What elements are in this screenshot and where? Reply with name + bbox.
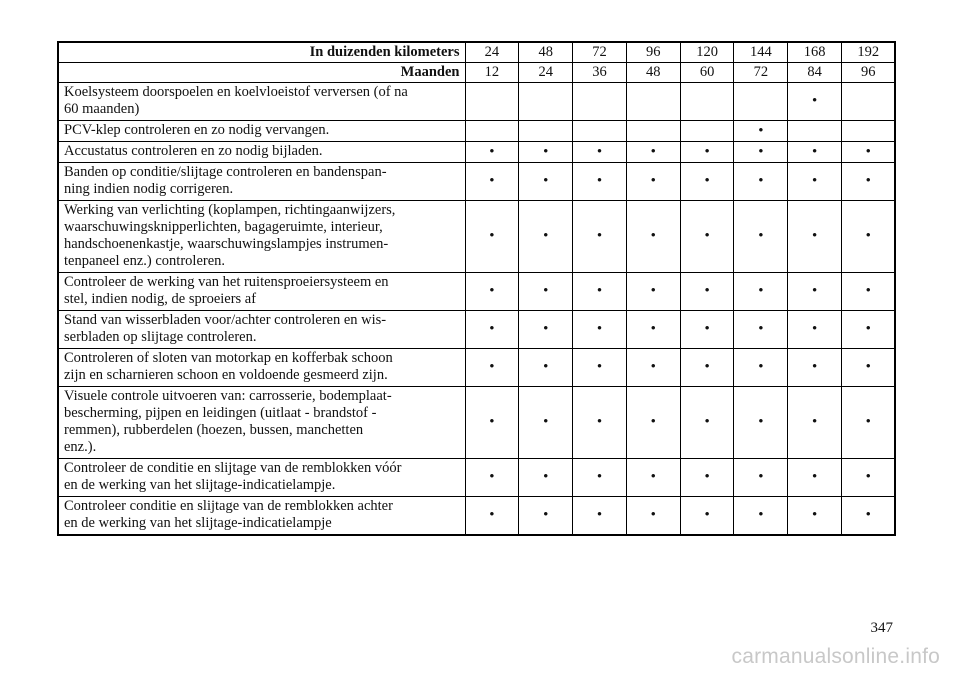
scheduled-dot: • [465, 497, 519, 536]
task-description-line: Accustatus controleren en zo nodig bijladen. [64, 143, 323, 159]
empty-cell [734, 83, 788, 121]
km-header-cell: 72 [573, 42, 627, 63]
empty-cell [680, 83, 734, 121]
scheduled-dot: • [788, 497, 842, 536]
table-row [58, 83, 895, 121]
task-description [58, 459, 465, 497]
months-header-cell: 72 [734, 63, 788, 83]
months-header-cell: 48 [626, 63, 680, 83]
scheduled-dot: • [734, 201, 788, 273]
table-row [58, 497, 895, 536]
scheduled-dot: • [573, 349, 627, 387]
task-description-line: enz.). [64, 439, 97, 455]
scheduled-dot: • [734, 142, 788, 163]
scheduled-dot: • [680, 142, 734, 163]
scheduled-dot: • [626, 349, 680, 387]
scheduled-dot: • [519, 311, 573, 349]
scheduled-dot: • [842, 163, 896, 201]
table-row [58, 387, 895, 459]
scheduled-dot: • [680, 349, 734, 387]
months-header-cell: 60 [680, 63, 734, 83]
scheduled-dot: • [842, 201, 896, 273]
task-description [58, 273, 465, 311]
scheduled-dot: • [788, 163, 842, 201]
task-description-line: zijn en scharnieren schoon en voldoende gesmeerd zijn. [64, 367, 388, 383]
months-header-cell: 84 [788, 63, 842, 83]
table-row [58, 201, 895, 273]
scheduled-dot: • [842, 349, 896, 387]
scheduled-dot: • [842, 273, 896, 311]
task-description-line: Stand van wisserbladen voor/achter controleren en wis- [64, 312, 387, 328]
months-header-cell: 12 [465, 63, 519, 83]
scheduled-dot: • [842, 387, 896, 459]
scheduled-dot: • [519, 349, 573, 387]
scheduled-dot: • [465, 387, 519, 459]
scheduled-dot: • [680, 273, 734, 311]
kilometers-label: In duizenden kilometers [58, 42, 465, 63]
scheduled-dot: • [465, 142, 519, 163]
table-row [58, 142, 895, 163]
scheduled-dot: • [788, 459, 842, 497]
empty-cell [626, 121, 680, 142]
task-description [58, 121, 465, 142]
scheduled-dot: • [519, 273, 573, 311]
months-header-cell: 36 [573, 63, 627, 83]
scheduled-dot: • [734, 163, 788, 201]
scheduled-dot: • [519, 497, 573, 536]
task-description [58, 349, 465, 387]
task-description-line: Visuele controle uitvoeren van: carrosserie, bodemplaat- [64, 388, 392, 404]
scheduled-dot: • [842, 311, 896, 349]
empty-cell [519, 121, 573, 142]
task-description-line: Controleer conditie en slijtage van de remblokken achter [64, 498, 393, 514]
task-description-line: waarschuwingsknipperlichten, bagageruimte, interieur, [64, 219, 383, 235]
table-row [58, 311, 895, 349]
km-header-cell: 96 [626, 42, 680, 63]
scheduled-dot: • [734, 459, 788, 497]
table-row [58, 349, 895, 387]
scheduled-dot: • [680, 163, 734, 201]
header-row-months [58, 63, 895, 83]
km-header-cell: 48 [519, 42, 573, 63]
scheduled-dot: • [788, 273, 842, 311]
task-description [58, 142, 465, 163]
scheduled-dot: • [465, 201, 519, 273]
table-row [58, 121, 895, 142]
scheduled-dot: • [734, 387, 788, 459]
scheduled-dot: • [734, 273, 788, 311]
maintenance-schedule-table [57, 41, 896, 536]
scheduled-dot: • [734, 497, 788, 536]
scheduled-dot: • [626, 163, 680, 201]
scheduled-dot: • [626, 273, 680, 311]
scheduled-dot: • [573, 163, 627, 201]
scheduled-dot: • [573, 459, 627, 497]
scheduled-dot: • [573, 273, 627, 311]
scheduled-dot: • [680, 459, 734, 497]
empty-cell [573, 83, 627, 121]
task-description-line: Banden op conditie/slijtage controleren en bandenspan- [64, 164, 387, 180]
scheduled-dot: • [573, 311, 627, 349]
scheduled-dot: • [573, 497, 627, 536]
scheduled-dot: • [465, 349, 519, 387]
scheduled-dot: • [788, 311, 842, 349]
empty-cell [465, 121, 519, 142]
scheduled-dot: • [842, 459, 896, 497]
scheduled-dot: • [788, 387, 842, 459]
task-description-line: remmen), rubberdelen (hoezen, bussen, manchetten [64, 422, 364, 438]
task-description [58, 387, 465, 459]
scheduled-dot: • [734, 349, 788, 387]
scheduled-dot: • [626, 497, 680, 536]
km-header-cell: 192 [842, 42, 896, 63]
header-row-kilometers [58, 42, 895, 63]
km-header-cell: 144 [734, 42, 788, 63]
empty-cell [680, 121, 734, 142]
months-header-cell: 24 [519, 63, 573, 83]
scheduled-dot: • [465, 273, 519, 311]
task-description-line: PCV-klep controleren en zo nodig vervangen. [64, 122, 330, 138]
task-description-line: stel, indien nodig, de sproeiers af [64, 291, 257, 307]
scheduled-dot: • [465, 311, 519, 349]
page-number: 347 [870, 620, 893, 636]
task-description-line: bescherming, pijpen en leidingen (uitlaat - brandstof - [64, 405, 377, 421]
months-header-cell: 96 [842, 63, 896, 83]
table-row [58, 273, 895, 311]
empty-cell [842, 83, 896, 121]
scheduled-dot: • [626, 142, 680, 163]
task-description-line: en de werking van het slijtage-indicatielampje [64, 515, 332, 531]
task-description [58, 163, 465, 201]
scheduled-dot: • [519, 459, 573, 497]
scheduled-dot: • [465, 459, 519, 497]
task-description-line: Controleren of sloten van motorkap en kofferbak schoon [64, 350, 393, 366]
scheduled-dot: • [842, 142, 896, 163]
months-label: Maanden [58, 63, 465, 83]
scheduled-dot: • [788, 201, 842, 273]
scheduled-dot: • [788, 349, 842, 387]
task-description-line: 60 maanden) [64, 101, 140, 117]
scheduled-dot: • [573, 387, 627, 459]
scheduled-dot: • [519, 201, 573, 273]
scheduled-dot: • [519, 163, 573, 201]
scheduled-dot: • [734, 121, 788, 142]
scheduled-dot: • [734, 311, 788, 349]
task-description-line: serbladen op slijtage controleren. [64, 329, 257, 345]
task-description-line: ning indien nodig corrigeren. [64, 181, 234, 197]
scheduled-dot: • [626, 459, 680, 497]
task-description [58, 311, 465, 349]
scheduled-dot: • [519, 387, 573, 459]
empty-cell [519, 83, 573, 121]
scheduled-dot: • [788, 83, 842, 121]
task-description-line: Controleer de conditie en slijtage van de remblokken vóór [64, 460, 402, 476]
table-row [58, 459, 895, 497]
empty-cell [626, 83, 680, 121]
task-description [58, 83, 465, 121]
empty-cell [788, 121, 842, 142]
empty-cell [465, 83, 519, 121]
task-description-line: Koelsysteem doorspoelen en koelvloeistof verversen (of na [64, 84, 408, 100]
scheduled-dot: • [626, 311, 680, 349]
table-row [58, 163, 895, 201]
task-description-line: Controleer de werking van het ruitensproeiersysteem en [64, 274, 389, 290]
scheduled-dot: • [680, 311, 734, 349]
task-description-line: tenpaneel enz.) controleren. [64, 253, 226, 269]
empty-cell [573, 121, 627, 142]
scheduled-dot: • [788, 142, 842, 163]
task-description [58, 201, 465, 273]
scheduled-dot: • [626, 387, 680, 459]
km-header-cell: 120 [680, 42, 734, 63]
schedule-body [58, 83, 895, 536]
task-description-line: Werking van verlichting (koplampen, richtingaanwijzers, [64, 202, 396, 218]
scheduled-dot: • [519, 142, 573, 163]
km-header-cell: 24 [465, 42, 519, 63]
scheduled-dot: • [680, 387, 734, 459]
task-description-line: en de werking van het slijtage-indicatielampje. [64, 477, 336, 493]
watermark-logo: carmanualsonline.info [731, 645, 940, 668]
scheduled-dot: • [626, 201, 680, 273]
km-header-cell: 168 [788, 42, 842, 63]
scheduled-dot: • [573, 201, 627, 273]
scheduled-dot: • [680, 497, 734, 536]
empty-cell [842, 121, 896, 142]
scheduled-dot: • [680, 201, 734, 273]
task-description [58, 497, 465, 536]
scheduled-dot: • [842, 497, 896, 536]
task-description-line: handschoenenkastje, waarschuwingslampjes instrumen- [64, 236, 389, 252]
scheduled-dot: • [573, 142, 627, 163]
scheduled-dot: • [465, 163, 519, 201]
